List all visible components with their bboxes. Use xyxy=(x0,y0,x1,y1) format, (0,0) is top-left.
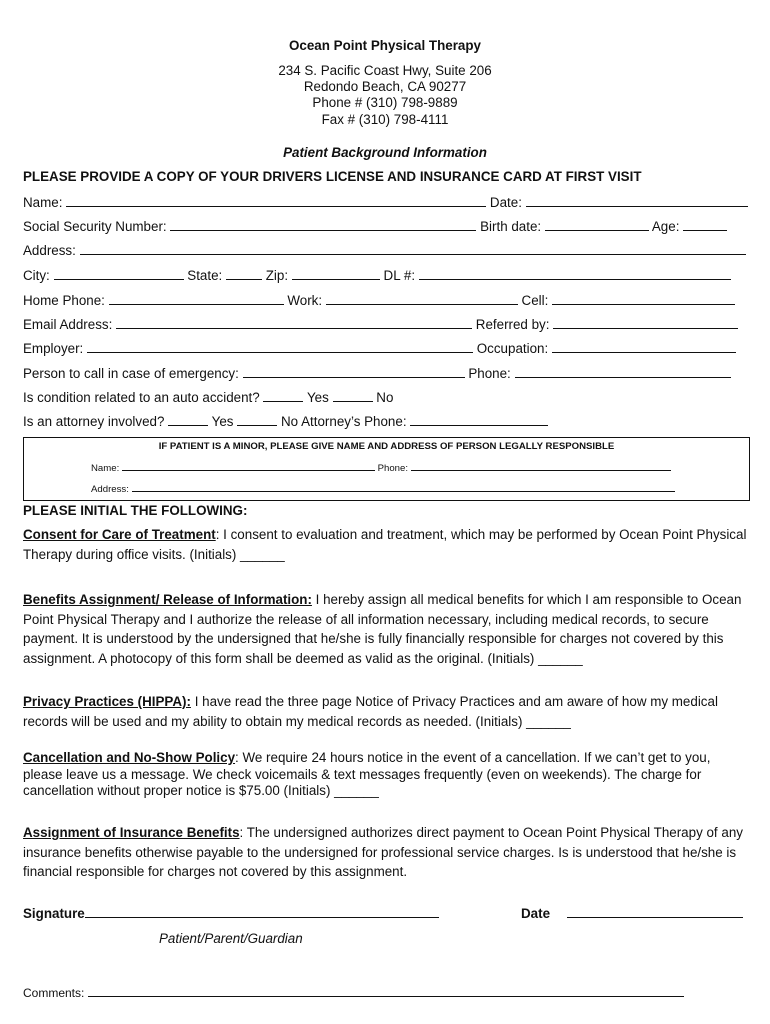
cell-input[interactable] xyxy=(552,293,735,305)
practice-address-2: Redondo Beach, CA 90277 xyxy=(303,79,467,94)
minor-address-input[interactable] xyxy=(132,482,675,492)
ssn-row xyxy=(23,219,727,234)
referred-by-input[interactable] xyxy=(553,317,738,329)
emergency-phone-label: Phone: xyxy=(468,366,511,381)
date-label: Date: xyxy=(489,195,522,210)
benefits-section xyxy=(23,590,753,668)
auto-accident-yes-input[interactable] xyxy=(263,390,303,402)
privacy-text: I have read the three page Notice of Privacy Practices and am aware of how my medical records will be used and my ability to obtain my medical records as needed. (Initials) ______ xyxy=(23,694,718,729)
dl-input[interactable] xyxy=(419,268,731,280)
city-row xyxy=(23,268,731,283)
auto-accident-yes-label: Yes xyxy=(306,390,329,405)
address-row xyxy=(23,243,746,258)
city-input[interactable] xyxy=(54,268,184,280)
auto-accident-no-label: No xyxy=(376,390,394,405)
minor-phone-label: Phone: xyxy=(377,463,409,474)
employer-label: Employer: xyxy=(23,341,84,356)
employer-input[interactable] xyxy=(87,341,473,353)
phones-row xyxy=(23,293,735,308)
auto-accident-row xyxy=(23,390,393,405)
signature-date-input[interactable] xyxy=(567,906,743,918)
birth-date-label: Birth date: xyxy=(480,219,542,234)
referred-by-label: Referred by: xyxy=(475,317,550,332)
signature-date-label: Date xyxy=(521,906,551,921)
attorney-yes-input[interactable] xyxy=(168,414,208,426)
address-input[interactable] xyxy=(80,243,746,255)
minor-name-row xyxy=(91,461,671,474)
minor-heading: IF PATIENT IS A MINOR, PLEASE GIVE NAME AND ADDRESS OF PERSON LEGALLY RESPONSIBLE xyxy=(158,441,615,452)
signature-row xyxy=(23,906,439,921)
age-input[interactable] xyxy=(683,219,727,231)
minor-phone-input[interactable] xyxy=(411,461,671,471)
home-phone-input[interactable] xyxy=(109,293,284,305)
zip-label: Zip: xyxy=(265,268,289,283)
home-phone-label: Home Phone: xyxy=(23,293,105,308)
minor-name-label: Name: xyxy=(91,463,120,474)
email-label: Email Address: xyxy=(23,317,113,332)
signature-label: Signature xyxy=(23,906,85,921)
practice-name: Ocean Point Physical Therapy xyxy=(288,38,481,53)
emergency-input[interactable] xyxy=(243,366,465,378)
privacy-title: Privacy Practices (HIPPA): xyxy=(23,694,191,709)
id-instruction: PLEASE PROVIDE A COPY OF YOUR DRIVERS LICENSE AND INSURANCE CARD AT FIRST VISIT xyxy=(23,169,642,184)
ssn-label: Social Security Number: xyxy=(23,219,167,234)
name-row xyxy=(23,195,748,210)
minor-address-label: Address: xyxy=(91,484,129,495)
attorney-row xyxy=(23,414,548,429)
practice-phone: Phone # (310) 798-9889 xyxy=(312,95,458,110)
auto-accident-no-input[interactable] xyxy=(333,390,373,402)
work-label: Work: xyxy=(287,293,323,308)
emergency-phone-input[interactable] xyxy=(515,366,731,378)
occupation-label: Occupation: xyxy=(476,341,549,356)
minor-name-input[interactable] xyxy=(122,461,375,471)
work-input[interactable] xyxy=(326,293,518,305)
comments-label: Comments: xyxy=(23,986,85,1000)
attorney-phone-input[interactable] xyxy=(410,414,548,426)
consent-title: Consent for Care of Treatment xyxy=(23,527,216,542)
cell-label: Cell: xyxy=(521,293,549,308)
cancellation-text: : We require 24 hours notice in the event of a cancellation. If we can’t get to you, please leave us a message. We check voicemails & text messages frequently (even on weekends). The charge for cancellation without proper notice is $75.00 (Initials) ______ xyxy=(23,750,711,798)
occupation-input[interactable] xyxy=(552,341,736,353)
attorney-no-label: No xyxy=(280,414,299,429)
assignment-title: Assignment of Insurance Benefits xyxy=(23,825,240,840)
dl-label: DL #: xyxy=(383,268,416,283)
state-label: State: xyxy=(187,268,223,283)
assignment-section xyxy=(23,823,753,882)
privacy-section xyxy=(23,692,753,731)
auto-accident-label: Is condition related to an auto accident? xyxy=(23,390,260,405)
email-input[interactable] xyxy=(116,317,472,329)
name-input[interactable] xyxy=(66,195,486,207)
attorney-no-input[interactable] xyxy=(237,414,277,426)
state-input[interactable] xyxy=(226,268,262,280)
attorney-phone-label: Attorney’s Phone: xyxy=(301,414,407,429)
practice-fax: Fax # (310) 798-4111 xyxy=(321,112,449,127)
date-input[interactable] xyxy=(526,195,748,207)
comments-input[interactable] xyxy=(88,986,684,997)
initial-heading: PLEASE INITIAL THE FOLLOWING: xyxy=(23,503,248,518)
birth-date-input[interactable] xyxy=(545,219,649,231)
email-row xyxy=(23,317,738,332)
consent-section xyxy=(23,525,753,564)
consent-text: : I consent to evaluation and treatment, which may be performed by Ocean Point Physical Therapy during office visits. (Initials) ______ xyxy=(23,527,747,562)
practice-address-1: 234 S. Pacific Coast Hwy, Suite 206 xyxy=(278,63,492,78)
city-label: City: xyxy=(23,268,50,283)
cancellation-title: Cancellation and No-Show Policy xyxy=(23,750,236,765)
emergency-label: Person to call in case of emergency: xyxy=(23,366,239,381)
ssn-input[interactable] xyxy=(170,219,476,231)
signature-sublabel: Patient/Parent/Guardian xyxy=(159,931,303,946)
benefits-text: I hereby assign all medical benefits for which I am responsible to Ocean Point Physical Therapy and I authorize the release of all information necessary, including medical records, to secure payment. It is understood by the undersigned that he/she is fully financially responsible for charges not covered by this assignment. A photocopy of this form shall be deemed as valid as the original. (Initials) ______ xyxy=(23,592,742,666)
zip-input[interactable] xyxy=(292,268,380,280)
address-label: Address: xyxy=(23,243,76,258)
signature-date-row xyxy=(567,906,743,921)
assignment-text: : The undersigned authorizes direct payment to Ocean Point Physical Therapy of any insurance benefits otherwise payable to the undersigned for professional service charges. Is is understood that he/she is financial responsible for charges not covered by this assignment. xyxy=(23,825,743,879)
employer-row xyxy=(23,341,736,356)
form-title: Patient Background Information xyxy=(283,145,487,160)
benefits-title: Benefits Assignment/ Release of Information: xyxy=(23,592,312,607)
attorney-yes-label: Yes xyxy=(211,414,234,429)
age-label: Age: xyxy=(651,219,680,234)
comments-row xyxy=(23,986,684,1000)
minor-address-row xyxy=(91,482,675,495)
emergency-row xyxy=(23,366,731,381)
cancellation-section xyxy=(23,750,753,800)
signature-input[interactable] xyxy=(85,906,439,918)
attorney-label: Is an attorney involved? xyxy=(23,414,165,429)
name-label: Name: xyxy=(23,195,63,210)
